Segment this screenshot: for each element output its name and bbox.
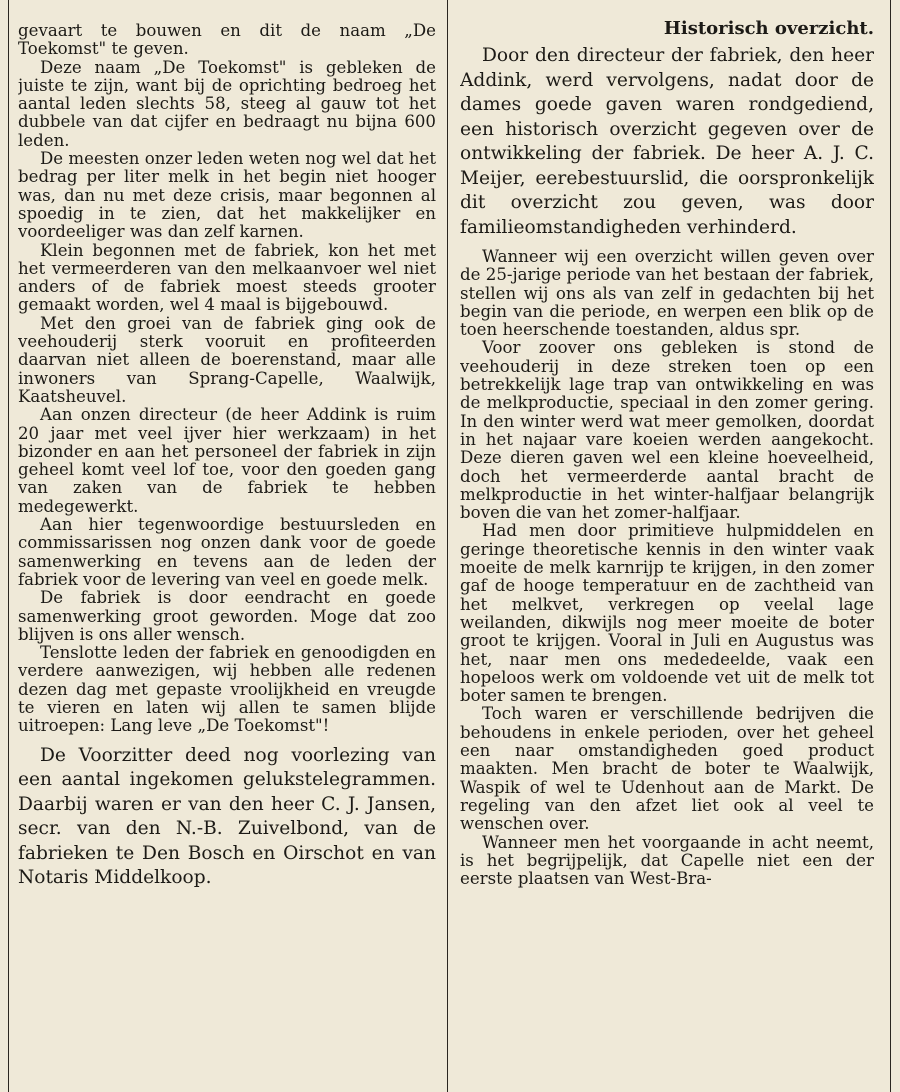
column-divider bbox=[447, 0, 448, 1092]
left-column bbox=[18, 0, 436, 1092]
right-column-rule bbox=[890, 0, 891, 1092]
left-paragraph-2: Deze naam „De Toekomst" is gebleken de juiste te zijn, want bij de oprichting bedroeg het aantal leden slechts 58, steeg al gauw tot het dubbele van dat cijfer en bedraagt nu bijna 600 leden. bbox=[18, 57, 436, 150]
right-paragraph-2: Voor zoover ons gebleken is stond de veehouderij in deze streken toen op een betrekkelijk lage trap van ontwikkeling en was de melkproductie, speciaal in den zomer gering. In den winter werd wat meer gemolken, doordat in het najaar vare koeien werden aangekocht. Deze dieren gaven wel een kleine hoeveelheid, doch het vermeerderde aantal bracht de melkproductie in het winter-halfjaar belangrijk boven die van het zomer-halfjaar. bbox=[460, 338, 874, 523]
left-column-rule bbox=[8, 0, 9, 1092]
left-paragraph-3: De meesten onzer leden weten nog wel dat het bedrag per liter melk in het begin niet hooger was, dan nu met deze crisis, maar begonnen al spoedig in te zien, dat het makkelijker en voordeeliger was dan zelf karnen. bbox=[18, 149, 436, 242]
right-paragraph-3: Had men door primitieve hulpmiddelen en geringe theoretische kennis in den winter vaak moeite de melk karnrijp te krijgen, in den zomer gaf de hooge temperatuur en de zachtheid van het melkvet, verkregen op veelal lage weilanden, dikwijls nog meer moeite de boter groot te krijgen. Vooral in Juli en Augustus was het, naar men ons mededeelde, vaak een hopeloos werk om voldoende vet uit de melk tot boter samen te brengen. bbox=[460, 521, 874, 706]
left-paragraph-7: Aan hier tegenwoordige bestuursleden en commissarissen nog onzen dank voor de goede samenwerking en tevens aan de leden der fabriek voor de levering van veel en goede melk. bbox=[18, 515, 436, 589]
left-paragraph-9: Tenslotte leden der fabriek en genoodigden en verdere aanwezigen, wij hebben alle redenen dezen dag met gepaste vroolijkheid en vreugde te vieren en laten wij allen te samen blijde uitroepen: Lang leve „De Toekomst"! bbox=[18, 643, 436, 736]
right-intro-paragraph: Door den directeur der fabriek, den heer Addink, werd vervolgens, nadat door de dames goede gaven waren rondgediend, een historisch overzicht gegeven over de ontwikkeling der fabriek. De heer A. J. C. Meijer, eerebestuurslid, die oorspronkelijk dit overzicht zou geven, was door familieomstandigheden verhinderd. bbox=[460, 45, 874, 238]
right-column bbox=[460, 0, 874, 1092]
left-closing-paragraph: De Voorzitter deed nog voorlezing van een aantal ingekomen gelukstelegrammen. Daarbij waren er van den heer C. J. Jansen, secr. van den N.-B. Zuivelbond, van de fabrieken te Den Bosch en Oirschot en van Notaris Middelkoop. bbox=[18, 744, 436, 889]
left-paragraph-6: Aan onzen directeur (de heer Addink is ruim 20 jaar met veel ijver hier werkzaam) in het bizonder en aan het personeel der fabriek in zijn geheel komt veel lof toe, voor den goeden gang van zaken van de fabriek te hebben medegewerkt. bbox=[18, 405, 436, 516]
right-paragraph-4: Toch waren er verschillende bedrijven die behoudens in enkele perioden, over het geheel een naar omstandigheden goed product maakten. Men bracht de boter te Waalwijk, Waspik of wel te Udenhout aan de Markt. De regeling van den afzet liet ook al veel te wenschen over. bbox=[460, 704, 874, 834]
left-paragraph-1: gevaart te bouwen en dit de naam „De Toekomst" te geven. bbox=[18, 21, 436, 59]
left-paragraph-5: Met den groei van de fabriek ging ook de veehouderij sterk vooruit en profiteerden daarvan niet alleen de boerenstand, maar alle inwoners van Sprang-Capelle, Waalwijk, Kaatsheuvel. bbox=[18, 313, 436, 406]
section-heading: Historisch overzicht. bbox=[663, 18, 874, 39]
right-paragraph-1: Wanneer wij een overzicht willen geven over de 25-jarige periode van het bestaan der fabriek, stellen wij ons als van zelf in gedachten bij het begin van die periode, en werpen een blik op de toen heerschende toestanden, aldus spr. bbox=[460, 247, 874, 340]
left-paragraph-4: Klein begonnen met de fabriek, kon het met het vermeerderen van den melkaanvoer wel niet anders of de fabriek moest steeds grooter gemaakt worden, wel 4 maal is bijgebouwd. bbox=[18, 240, 436, 315]
right-paragraph-5: Wanneer men het voorgaande in acht neemt, is het begrijpelijk, dat Capelle niet een der eerste plaatsen van West-Bra- bbox=[460, 832, 874, 889]
left-paragraph-8: De fabriek is door eendracht en goede samenwerking groot geworden. Moge dat zoo blijven is ons aller wensch. bbox=[18, 588, 436, 644]
